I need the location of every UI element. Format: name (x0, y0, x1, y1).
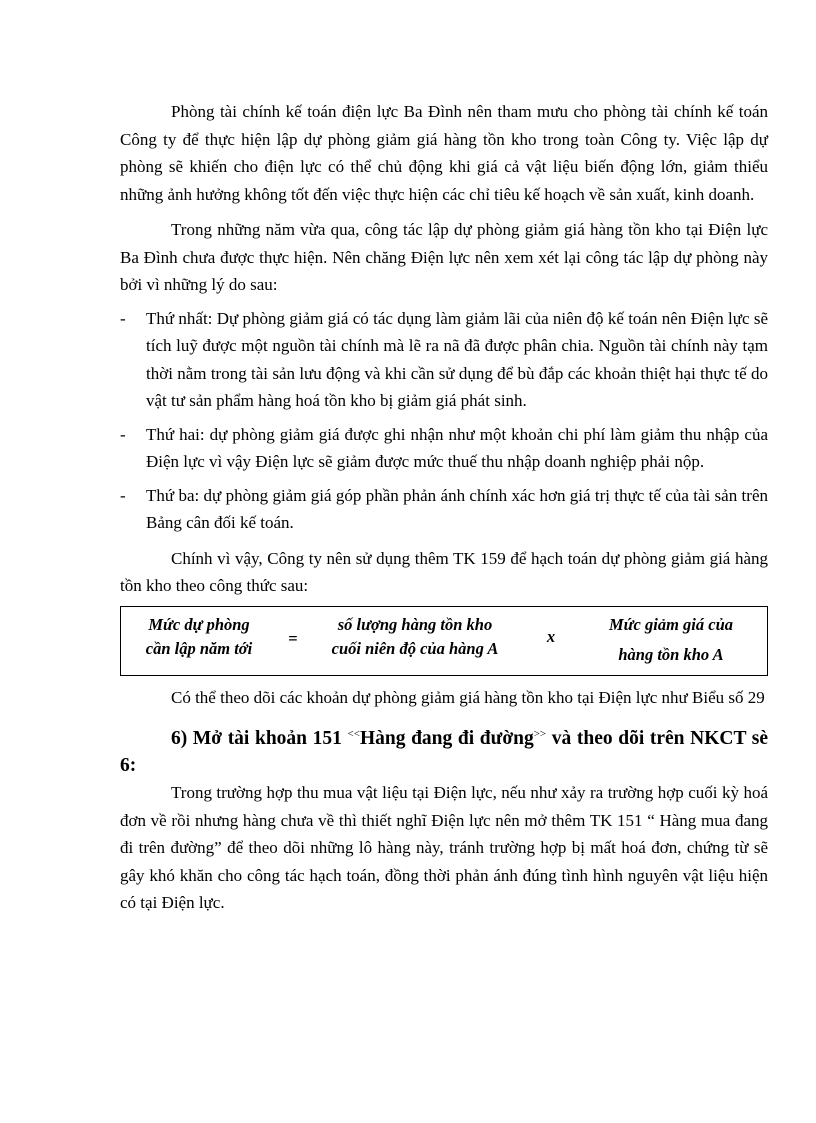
document-body (120, 98, 768, 917)
bullet-text: Thứ nhất: Dự phòng giảm giá có tác dụng làm giảm lãi của niên độ kế toán nên Điện lực sẽ tích luỹ được một nguồn tài chính mà lẽ ra nã đã được phân chia. Nguồn tài chính này tạm thời nằm trong tài sản lưu động và khi cần sử dụng để bù đắp các khoản thiệt hại thực tế do vật tư sản phẩm hàng hoá tồn kho bị giảm giá phát sinh. (146, 308, 768, 410)
formula-right-term (581, 613, 761, 667)
bullet-dash: - (120, 308, 126, 328)
bullet-item-1 (120, 305, 768, 415)
formula-left-line1: Mức dự phòng (148, 614, 250, 634)
heading-quote-close: >> (533, 728, 547, 740)
bullet-text: Thứ hai: dự phòng giảm giá được ghi nhận như một khoản chi phí làm giảm thu nhập của Điện lực vì vậy Điện lực sẽ giảm được mức thuế thu nhập doanh nghiệp phải nộp. (146, 424, 768, 471)
formula-times-sign: x (546, 626, 556, 646)
formula-left-term (129, 613, 269, 661)
formula-left-line2: cần lập năm tới (145, 638, 253, 658)
formula-mid-line2: cuối niên độ của hàng A (331, 638, 499, 658)
paragraph-5: Trong trường hợp thu mua vật liệu tại Điện lực, nếu như xảy ra trường hợp cuối kỳ hoá đơn về rồi nhưng hàng chưa về thì thiết nghĩ Điện lực nên mở thêm TK 151 “ Hàng mua đang đi trên đường” để theo dõi những lô hàng này, tránh trường hợp bị mất hoá đơn, chứng từ sẽ gây khó khăn cho công tác hạch toán, đồng thời phản ánh đúng tình hình nguyên vật liệu hiện có tại Điện lực. (120, 783, 768, 912)
paragraph-3: Chính vì vậy, Công ty nên sử dụng thêm TK 159 để hạch toán dự phòng giảm giá hàng tồn kho theo công thức sau: (120, 548, 768, 595)
formula-right-line1: Mức giảm giá của (608, 614, 733, 634)
heading-suffix: và theo dõi trên NKCT sè 6: (120, 728, 769, 776)
formula-right-line2: hàng tồn kho A (618, 644, 724, 664)
heading-quote-text: Hàng đang đi đường (359, 728, 534, 749)
bullet-dash: - (120, 424, 126, 444)
bullet-dash: - (120, 485, 126, 505)
paragraph-1: Phòng tài chính kế toán điện lực Ba Đình nên tham mưu cho phòng tài chính kế toán Công ty để thực hiện lập dự phòng giảm giá hàng tồn kho trong toàn Công ty. Việc lập dự phòng sẽ khiến cho điện lực có thể chủ động khi giá cả vật liệu biến động lớn, giảm thiểu những ảnh hưởng không tốt đến việc thực hiện các chỉ tiêu kế hoạch về sản xuất, kinh doanh. (120, 102, 768, 204)
section-heading (120, 725, 768, 779)
heading-prefix: 6) Mở tài khoản 151 (171, 728, 348, 749)
bullet-item-2 (120, 421, 768, 476)
formula-mid-line1: số lượng hàng tồn kho (337, 614, 493, 634)
formula-middle-term (315, 613, 515, 661)
bullet-text: Thứ ba: dự phòng giảm giá góp phần phản ánh chính xác hơn giá trị thực tế của tài sản trên Bảng cân đối kế toán. (146, 485, 768, 532)
bullet-item-3 (120, 482, 768, 537)
paragraph-2: Trong những năm vừa qua, công tác lập dự phòng giảm giá hàng tồn kho tại Điện lực Ba Đình chưa được thực hiện. Nên chăng Điện lực nên xem xét lại công tác lập dự phòng này bởi vì những lý do sau: (120, 220, 768, 294)
formula-box (120, 606, 768, 676)
heading-quote-open: << (347, 728, 360, 740)
formula-equals-sign: = (288, 628, 298, 648)
paragraph-4: Có thể theo dõi các khoản dự phòng giảm giá hàng tồn kho tại Điện lực như Biểu số 29 (171, 687, 765, 707)
